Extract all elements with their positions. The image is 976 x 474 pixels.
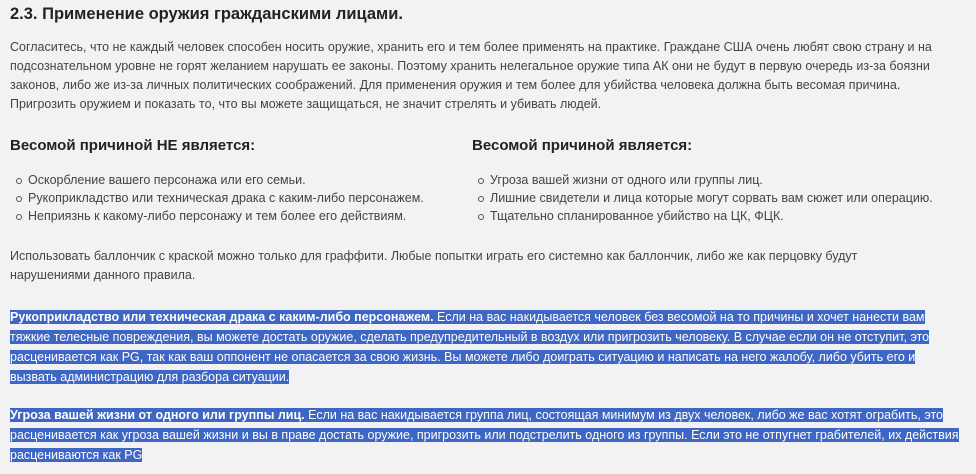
reasons-columns: [10, 136, 966, 225]
list-item: Лишние свидетели и лица которые могут сорвать вам сюжет или операцию.: [478, 189, 952, 207]
list-item: Угроза вашей жизни от одного или группы лиц.: [478, 171, 952, 189]
not-valid-title: Весомой причиной НЕ является:: [10, 137, 256, 154]
paragraph-lead: Угроза вашей жизни от одного или группы лиц.: [10, 408, 305, 422]
section-title: 2.3. Применение оружия гражданскими лицами.: [10, 5, 403, 23]
paragraph-body: Если на вас накидывается группа лиц, состоящая минимум из двух человек, либо же вас хотят ограбить, это расценивается как угроза вашей жизни и вы в праве достать оружие, пригрозить или подстрелить одного из группы. Если это не отпугнет грабителей, их действия расцениваются как PG: [10, 408, 959, 462]
intro-paragraph: Согласитесь, что не каждый человек способен носить оружие, хранить его и тем более применять на практике. Граждане США очень любят свою страну и на подсознательном уровне не горят желанием нарушать ее законы. Поэтому хранить нелегальное оружие типа АК они не будут в первую очередь из-за боязни законов, либо же из-за личных политических соображений. Для применения оружия и тем более для убийства человека должна быть весомая причина. Пригрозить оружием и показать то, что вы можете защищаться, не значит стрелять и убивать людей.: [10, 40, 932, 111]
valid-title: Весомой причиной является:: [472, 137, 693, 154]
list-item: Тщательно спланированное убийство на ЦК, ФЦК.: [478, 207, 952, 225]
selected-text[interactable]: [10, 408, 959, 462]
list-item: Рукоприкладство или техническая драка с каким-либо персонажем.: [16, 189, 472, 207]
list-item: Оскорбление вашего персонажа или его семьи.: [16, 171, 472, 189]
paragraph-body: Если на вас накидывается человек без весомой на то причины и хочет нанести вам тяжкие телесные повреждения, вы можете достать оружие, сделать предупредительный в воздух или пригрозить человеку. В случае если он не отступит, это расценивается как PG, так как ваш оппонент не опасается за свою жизнь. Вы можете либо доиграть ситуацию и написать на него жалобу, либо убить его и вызвать администрацию для разбора ситуации.: [10, 310, 930, 384]
highlighted-paragraph-melee[interactable]: [10, 307, 966, 387]
highlighted-paragraph-threat[interactable]: [10, 405, 966, 465]
paragraph-lead: Рукоприкладство или техническая драка с каким-либо персонажем.: [10, 310, 434, 324]
spray-note: Использовать баллончик с краской можно только для граффити. Любые попытки играть его системно как баллончик, либо же как перцовку будут нарушениями данного правила.: [10, 249, 858, 282]
not-valid-reasons: [10, 136, 472, 225]
selected-text[interactable]: [10, 310, 929, 384]
list-item: Неприязнь к какому-либо персонажу и тем более его действиям.: [16, 207, 472, 225]
valid-list: [472, 171, 952, 225]
not-valid-list: [10, 171, 472, 225]
valid-reasons: [472, 136, 952, 225]
